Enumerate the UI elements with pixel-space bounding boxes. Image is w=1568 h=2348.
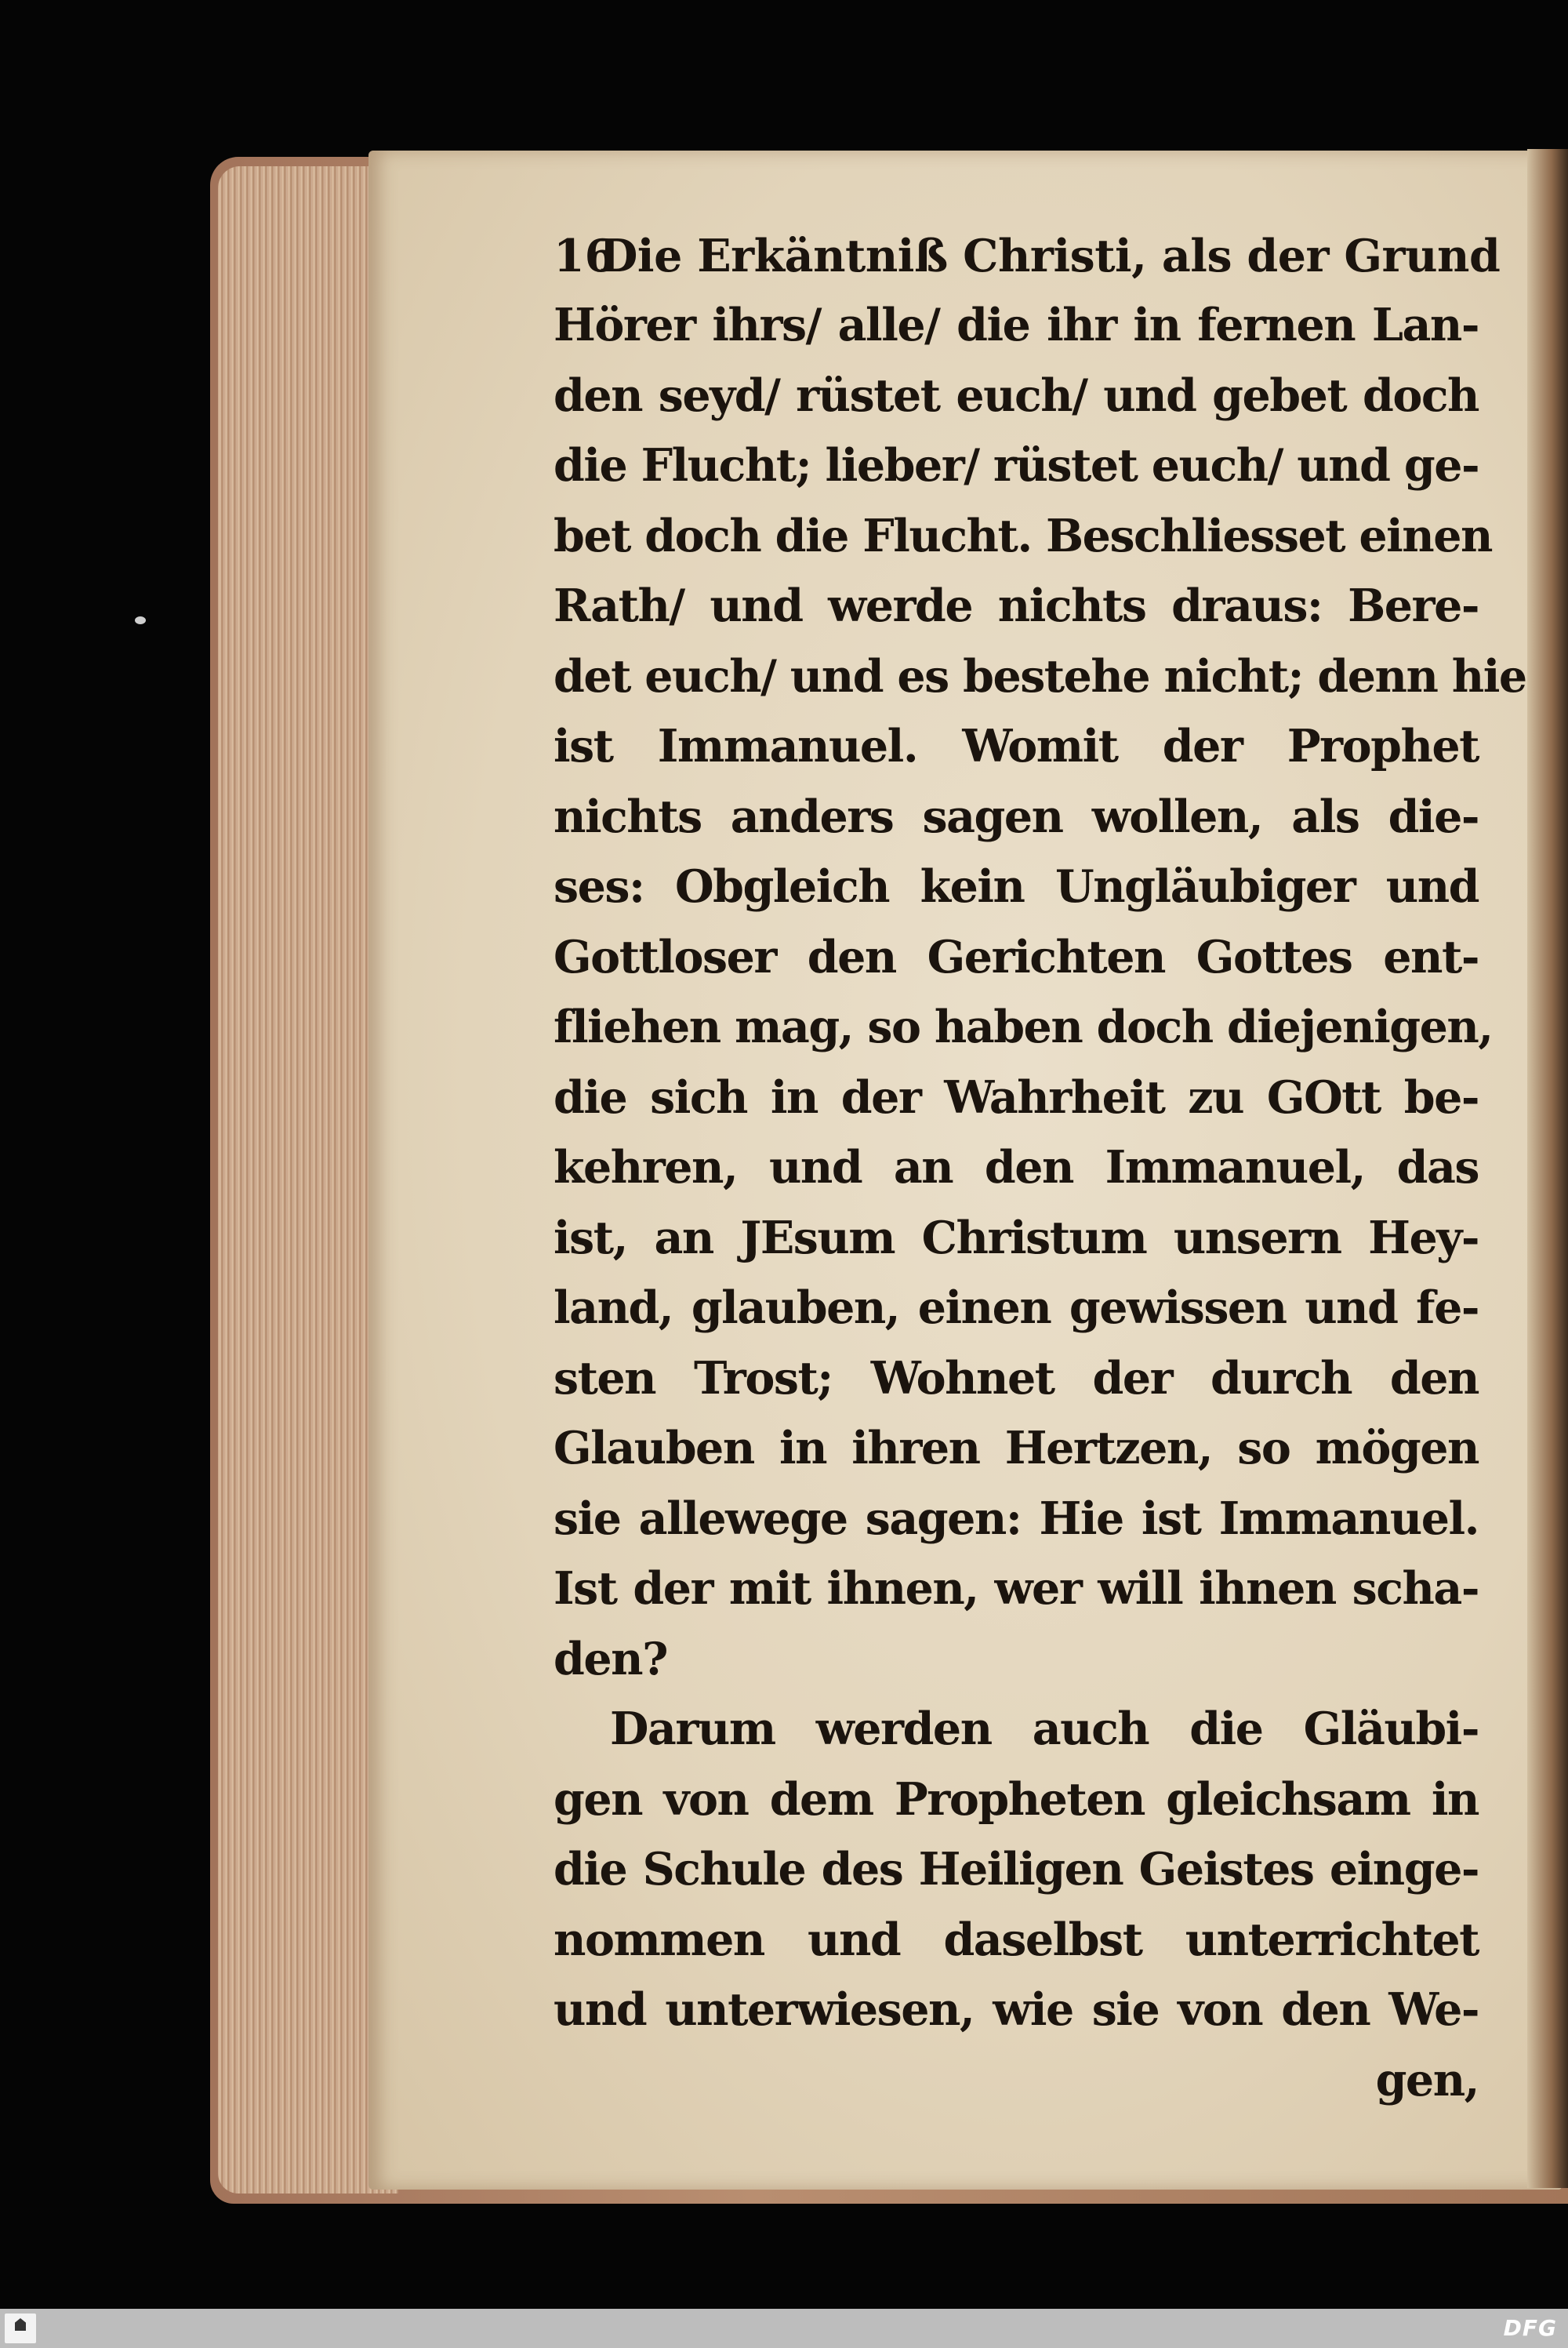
- text-line: sie allewege sagen: Hie ist Immanuel.: [554, 1492, 1479, 1545]
- text-line: fliehen mag, so haben doch diejenigen,: [554, 1001, 1493, 1053]
- text-line: ist Immanuel. Womit der Prophet: [554, 720, 1479, 772]
- text-line: sten Trost; Wohnet der durch den: [554, 1351, 1479, 1405]
- dust-speck: [135, 616, 146, 624]
- text-line: ist, an JEsum Christum unsern Hey-: [554, 1211, 1479, 1264]
- running-title: Die Erkäntniß Christi, als der Grund: [599, 230, 1501, 282]
- page-number: 16: [554, 230, 616, 282]
- catchword: gen,: [1375, 2053, 1479, 2106]
- text-line: Ist der mit ihnen, wer will ihnen scha-: [554, 1562, 1479, 1615]
- dfg-logo: DFG: [1503, 2315, 1557, 2341]
- text-line: bet doch die Flucht. Beschliesset einen: [554, 509, 1492, 562]
- text-line: gen von dem Propheten gleichsam in: [554, 1772, 1479, 1826]
- text-line: nommen und daselbst unterrichtet: [554, 1913, 1479, 1966]
- text-line: und unterwiesen, wie sie von den We-: [554, 1983, 1479, 2036]
- text-line: Darum werden auch die Gläubi-: [610, 1703, 1479, 1755]
- text-line: land, glauben, einen gewissen und fe-: [554, 1281, 1479, 1334]
- text-line: Gottloser den Gerichten Gottes ent-: [554, 930, 1479, 983]
- text-line: nichts anders sagen wollen, als die-: [554, 790, 1479, 843]
- book-gutter: [1527, 149, 1568, 2188]
- text-line: Glauben in ihren Hertzen, so mögen: [554, 1422, 1479, 1474]
- text-line: Hörer ihrs/ alle/ die ihr in fernen Lan-: [554, 299, 1479, 351]
- text-line: den?: [554, 1632, 667, 1685]
- library-logo-icon: [5, 2313, 36, 2343]
- text-line: ses: Obgleich kein Ungläubiger und: [554, 860, 1479, 913]
- text-line: det euch/ und es bestehe nicht; denn hie: [554, 649, 1526, 703]
- text-line: die Schule des Heiligen Geistes einge-: [554, 1843, 1479, 1895]
- running-head: [554, 221, 1501, 290]
- text-line: den seyd/ rüstet euch/ und gebet doch: [554, 369, 1479, 422]
- text-line: die Flucht; lieber/ rüstet euch/ und ge-: [554, 439, 1479, 492]
- viewer-footer-bar: [0, 2309, 1568, 2348]
- text-line: die sich in der Wahrheit zu GOtt be-: [554, 1070, 1479, 1124]
- page-text: [554, 221, 1526, 2106]
- text-line: kehren, und an den Immanuel, das: [554, 1141, 1479, 1194]
- text-line: Rath/ und werde nichts draus: Bere-: [554, 580, 1479, 632]
